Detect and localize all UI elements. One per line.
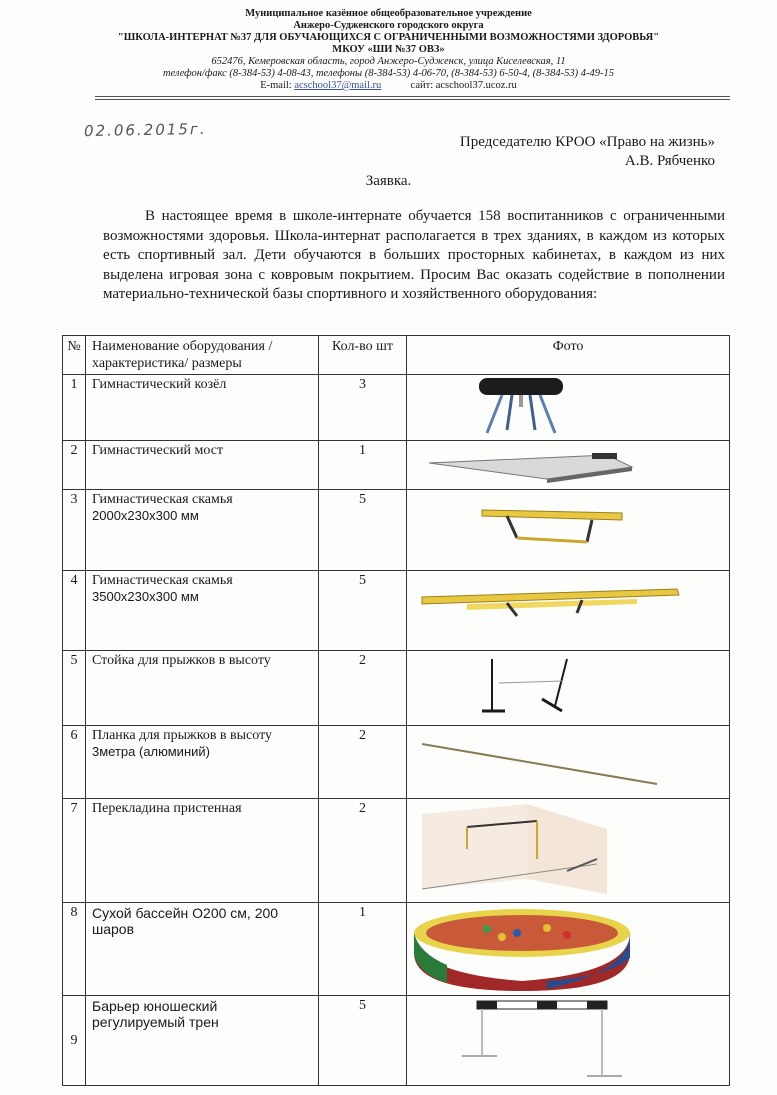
org-address: 652476, Кемеровская область, город Анжеро-Судженск, улица Киселевская, 11 [211, 56, 566, 67]
org-line3: "ШКОЛА-ИНТЕРНАТ №37 ДЛЯ ОБУЧАЮЩИХСЯ С ОГРАНИЧЕННЫМИ ВОЗМОЖНОСТЯМИ ЗДОРОВЬЯ" [117, 32, 660, 43]
table-row [63, 441, 730, 490]
document-title: Заявка. [365, 173, 412, 189]
header-rule-2 [95, 99, 730, 100]
recipient-line1: Председателю КРОО «Право на жизнь» [459, 134, 715, 150]
row-qty: 1 [319, 441, 407, 490]
org-line1: Муниципальное казённое общеобразовательное учреждение [245, 8, 532, 19]
high-jump-bar-photo [407, 726, 730, 799]
row-num: 2 [63, 441, 86, 490]
row-name: Гимнастический мост [92, 443, 224, 458]
row-name: Гимнастическая скамья [92, 492, 233, 507]
table-row [63, 903, 730, 996]
table-row [63, 996, 730, 1086]
row-num: 4 [63, 571, 86, 651]
row-qty: 2 [319, 726, 407, 799]
ball-pool-photo [407, 903, 730, 996]
table-row [63, 571, 730, 651]
header-name: Наименование оборудования /характеристика/ размеры [86, 336, 319, 375]
table-row [63, 799, 730, 903]
recipient [460, 133, 715, 171]
row-spec: 2000х230х300 мм [92, 508, 199, 523]
row-spec: 3500х230х300 мм [92, 589, 199, 604]
row-qty: 2 [319, 799, 407, 903]
row-name: Стойка для прыжков в высоту [92, 653, 271, 668]
row-spec: Сухой бассейн О200 см, 200 шаров [92, 905, 279, 937]
wall-bar-photo [407, 799, 730, 903]
table-header-row [63, 336, 730, 375]
email-link[interactable]: acschool37@mail.ru [294, 80, 382, 91]
row-name: Гимнастический козёл [92, 377, 227, 392]
handwritten-date: 02.06.2015г. [83, 119, 207, 141]
row-num: 7 [63, 799, 86, 903]
row-num: 6 [63, 726, 86, 799]
hurdle-photo [407, 996, 730, 1086]
header-num: № [63, 336, 86, 375]
row-qty: 5 [319, 490, 407, 571]
table-row [63, 375, 730, 441]
row-name: Перекладина пристенная [92, 801, 242, 816]
table-row [63, 651, 730, 726]
equipment-table [62, 335, 730, 1086]
header-photo: Фото [407, 336, 730, 375]
bench-long-photo [407, 571, 730, 651]
org-line4: МКОУ «ШИ №37 ОВЗ» [332, 44, 445, 55]
table-row [63, 490, 730, 571]
row-qty: 5 [319, 571, 407, 651]
row-num: 1 [63, 375, 86, 441]
bench-short-photo [407, 490, 730, 571]
recipient-line2: А.В. Рябченко [624, 153, 715, 169]
row-name: Планка для прыжков в высоту [92, 728, 273, 743]
gym-horse-photo [407, 375, 730, 441]
letterhead [0, 8, 777, 92]
header-rule [95, 96, 730, 97]
org-line2: Анжеро-Судженского городского округа [293, 20, 484, 31]
row-name: Гимнастическая скамья [92, 573, 233, 588]
request-paragraph: В настоящее время в школе-интернате обучается 158 воспитанников с ограниченными возможностями здоровья. Школа-интернат располагается в трех зданиях, в каждом из которых есть спортивный зал. Дети обучаются в больших просторных кабинетах, в каждом из них выделена игровая зона с ковровым покрытием. Просим Вас оказать содействие в пополнении материально-технической базы спортивного и хозяйственного оборудования: [103, 208, 725, 302]
row-num: 3 [63, 490, 86, 571]
springboard-photo [407, 441, 730, 490]
row-num: 9 [63, 996, 86, 1086]
high-jump-stand-photo [407, 651, 730, 726]
row-qty: 5 [319, 996, 407, 1086]
row-qty: 3 [319, 375, 407, 441]
row-qty: 2 [319, 651, 407, 726]
org-phones: телефон/факс (8-384-53) 4-08-43, телефоны (8-384-53) 4-06-70, (8-384-53) 6-50-4, (8-384-53) 4-49-15 [162, 68, 615, 79]
site-text: сайт: acschool37.ucoz.ru [410, 80, 517, 91]
header-qty: Кол-во шт [319, 336, 407, 375]
row-spec: Барьер юношеский регулируемый трен [92, 998, 219, 1030]
row-num: 5 [63, 651, 86, 726]
row-num: 8 [63, 903, 86, 996]
email-label: E-mail: [260, 80, 295, 91]
table-row [63, 726, 730, 799]
row-qty: 1 [319, 903, 407, 996]
row-spec: 3метра (алюминий) [92, 744, 210, 759]
